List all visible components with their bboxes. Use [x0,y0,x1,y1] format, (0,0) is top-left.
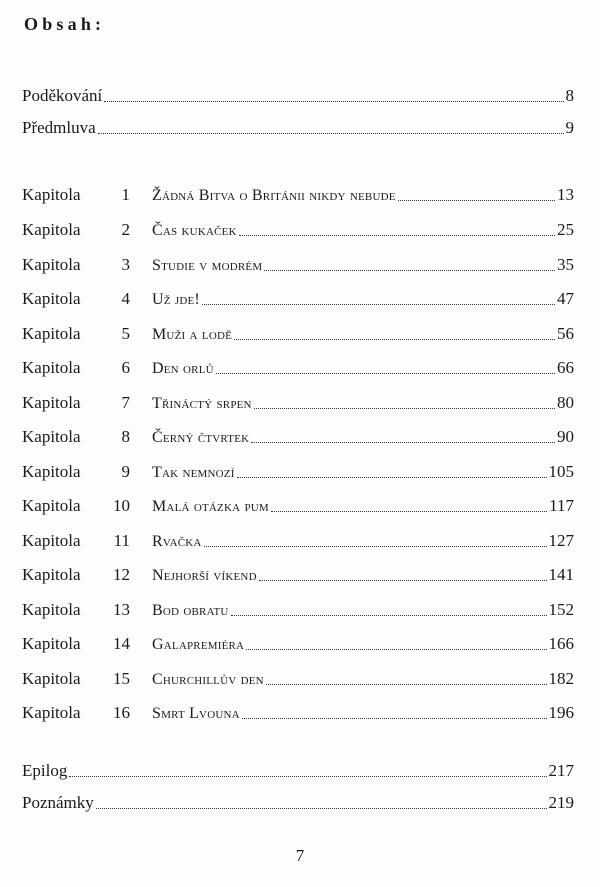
entry-page: 35 [557,255,574,274]
chapter-word: Kapitola [22,393,81,412]
entry-page: 66 [557,358,574,377]
dot-leader [259,579,547,581]
chapter-number: 10 [113,496,130,515]
chapter-title: Churchillův den [152,671,264,688]
chapter-label [22,253,130,277]
dot-leader [271,510,547,512]
chapter-title: Studie v modrém [152,257,263,274]
chapter-label [22,701,130,725]
chapter-number: 13 [113,600,130,619]
toc-entry-chapter-13 [22,598,574,622]
dot-leader [69,775,546,777]
toc-entry-notes [22,791,574,815]
entry-page: 217 [548,761,574,780]
chapter-number: 8 [121,427,130,446]
chapter-label [22,494,130,518]
entry-title: Epilog [22,761,68,780]
chapter-title: Tak nemnozí [152,464,235,481]
chapter-number: 7 [121,393,130,412]
entry-page: 152 [548,600,574,619]
entry-page: 182 [548,669,574,688]
chapter-title: Muži a lodě [152,326,233,343]
chapter-word: Kapitola [22,255,81,274]
chapter-word: Kapitola [22,220,81,239]
toc-entry-chapter-12 [22,563,574,587]
toc-heading: Obsah: [24,14,106,34]
chapter-title: Černý čtvrtek [152,429,250,446]
entry-page: 166 [548,634,574,653]
entry-page: 105 [548,462,574,481]
dot-leader [239,234,555,236]
chapter-title: Smrt Lvouna [152,705,240,722]
chapter-word: Kapitola [22,703,81,722]
dot-leader [254,407,555,409]
chapter-label [22,391,130,415]
entry-page: 47 [557,289,574,308]
dot-leader [231,614,547,616]
toc-entry-chapter-16 [22,701,574,725]
entry-page: 196 [548,703,574,722]
entry-page: 141 [548,565,574,584]
chapter-word: Kapitola [22,427,81,446]
dot-leader [246,648,546,650]
chapter-title: Žádná Bitva o Británii nikdy nebude [152,187,396,204]
chapter-number: 12 [113,565,130,584]
chapter-number: 3 [121,255,130,274]
dot-leader [98,132,564,134]
toc-entry-chapter-7 [22,391,574,415]
chapter-number: 6 [121,358,130,377]
page-number: 7 [295,846,305,865]
chapter-title: Už jde! [152,291,200,308]
chapter-label [22,563,130,587]
chapter-word: Kapitola [22,531,81,550]
toc-entry-chapter-11 [22,529,574,553]
chapter-number: 9 [121,462,130,481]
entry-page: 90 [557,427,574,446]
chapter-number: 11 [113,531,130,550]
entry-page: 9 [565,118,574,137]
dot-leader [104,100,563,102]
chapter-word: Kapitola [22,496,81,515]
chapter-title: Galapremiéra [152,636,245,653]
entry-title: Poznámky [22,793,94,812]
chapter-label [22,460,130,484]
entry-page: 219 [548,793,574,812]
chapter-number: 1 [121,185,130,204]
chapter-word: Kapitola [22,324,81,343]
toc-entry-preface [22,116,574,140]
chapter-title: Den orlů [152,360,214,377]
toc-entry-chapter-1 [22,183,574,207]
chapter-number: 2 [121,220,130,239]
chapter-word: Kapitola [22,565,81,584]
chapter-title: Třináctý srpen [152,395,252,412]
entry-page: 80 [557,393,574,412]
chapter-word: Kapitola [22,289,81,308]
toc-entry-chapter-10 [22,494,574,518]
chapter-title: Bod obratu [152,602,229,619]
toc-entry-chapter-15 [22,667,574,691]
chapter-label [22,218,130,242]
dot-leader [242,717,547,719]
chapter-word: Kapitola [22,634,81,653]
toc-entry-chapter-4 [22,287,574,311]
dot-leader [204,545,547,547]
dot-leader [202,303,555,305]
toc-entry-chapter-8 [22,425,574,449]
toc-entry-chapter-14 [22,632,574,656]
dot-leader [237,476,547,478]
chapter-label [22,356,130,380]
toc-entry-chapter-5 [22,322,574,346]
entry-page: 56 [557,324,574,343]
chapter-number: 14 [113,634,130,653]
dot-leader [264,269,555,271]
chapter-number: 15 [113,669,130,688]
chapter-label [22,287,130,311]
chapter-title: Rvačka [152,533,202,550]
chapter-number: 4 [121,289,130,308]
chapter-word: Kapitola [22,185,81,204]
entry-title: Poděkování [22,86,103,105]
entry-title: Předmluva [22,118,96,137]
chapter-label [22,425,130,449]
toc-entry-chapter-9 [22,460,574,484]
chapter-title: Čas kukaček [152,222,237,239]
chapter-title: Malá otázka pum [152,498,269,515]
dot-leader [96,807,547,809]
chapter-number: 5 [121,324,130,343]
chapter-word: Kapitola [22,600,81,619]
entry-page: 127 [548,531,574,550]
chapter-word: Kapitola [22,358,81,377]
chapter-label [22,598,130,622]
dot-leader [266,683,547,685]
dot-leader [398,199,555,201]
toc-entry-chapter-3 [22,253,574,277]
toc-entry-acknowledgements [22,84,574,108]
entry-page: 13 [557,185,574,204]
toc-entry-chapter-2 [22,218,574,242]
entry-page: 25 [557,220,574,239]
toc-entry-chapter-6 [22,356,574,380]
chapter-word: Kapitola [22,669,81,688]
chapter-label [22,183,130,207]
chapter-label [22,632,130,656]
chapter-label [22,322,130,346]
entry-page: 117 [549,496,574,515]
chapter-label [22,667,130,691]
dot-leader [251,441,555,443]
chapter-title: Nejhorší víkend [152,567,257,584]
dot-leader [216,372,555,374]
chapter-label [22,529,130,553]
chapter-word: Kapitola [22,462,81,481]
toc-entry-epilogue [22,759,574,783]
dot-leader [234,338,555,340]
chapter-number: 16 [113,703,130,722]
entry-page: 8 [565,86,574,105]
